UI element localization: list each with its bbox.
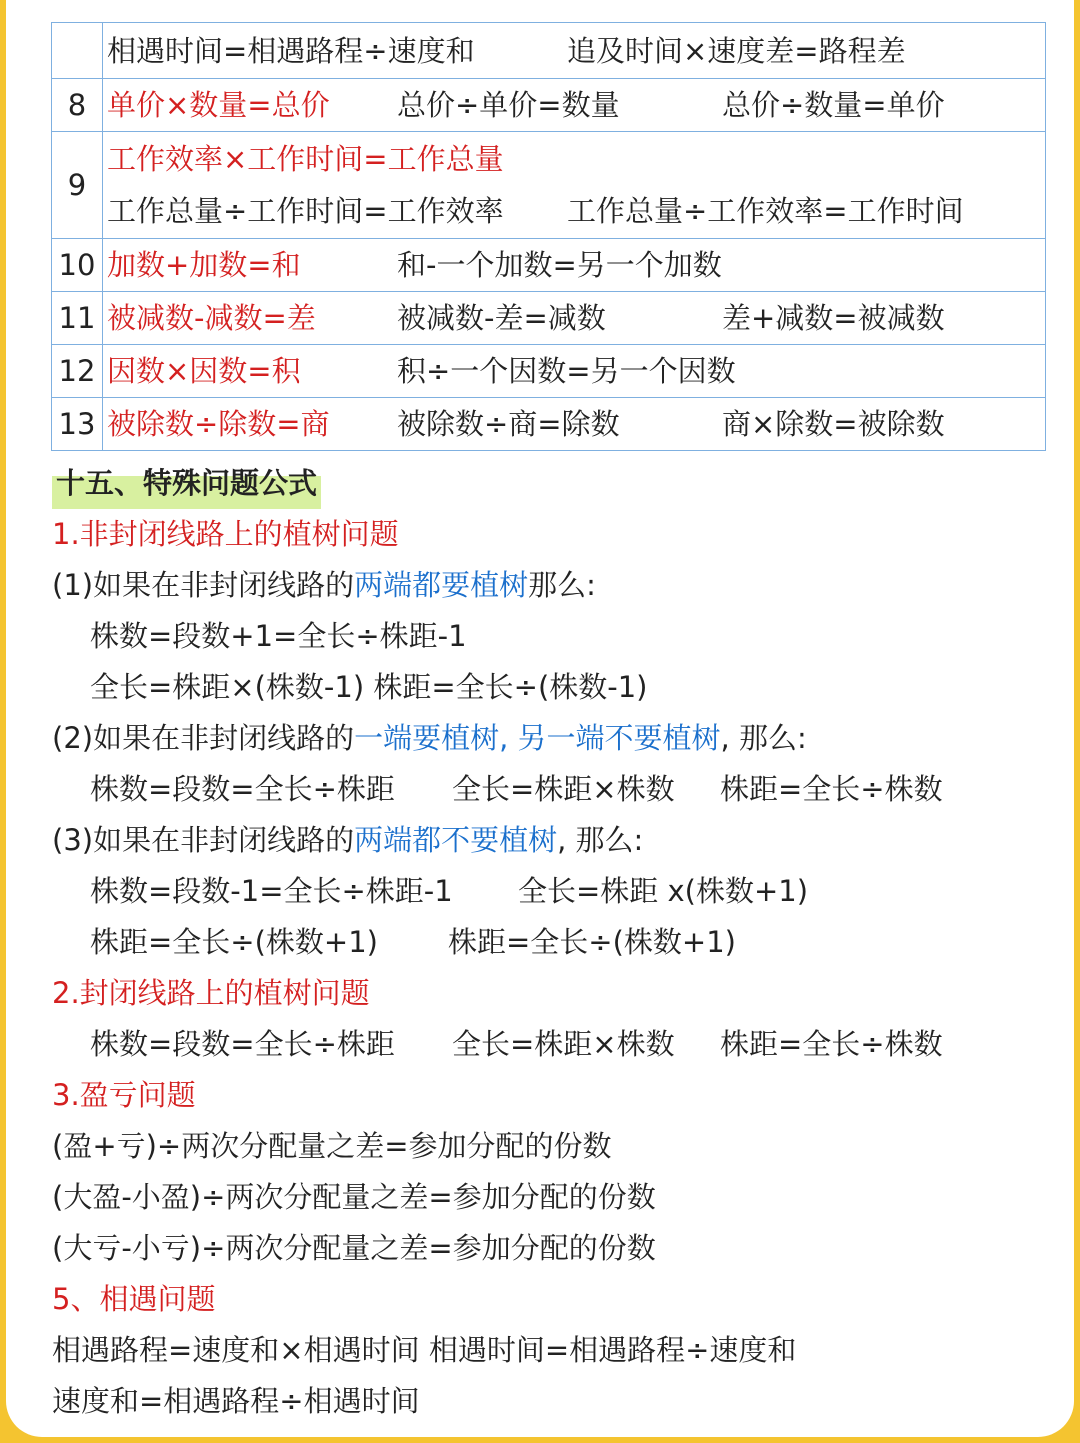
case-suffix: , 那么: xyxy=(720,721,807,755)
subsection-title: 2.封闭线路上的植树问题 xyxy=(52,976,370,1010)
row-number: 13 xyxy=(52,398,103,451)
formula-text: 和-一个加数=另一个加数 xyxy=(397,248,722,282)
formula-text: 株数=段数=全长÷株距 xyxy=(90,1027,395,1061)
formula-line: 相遇路程=速度和×相遇时间 相遇时间=相遇路程÷速度和 xyxy=(52,1333,797,1367)
document-page xyxy=(6,0,1074,1437)
formula-table xyxy=(51,22,1046,451)
primary-formula: 加数+加数=和 xyxy=(107,248,301,282)
formula-text: 株数=段数-1=全长÷株距-1 xyxy=(90,874,453,908)
formula-text: 积÷一个因数=另一个因数 xyxy=(397,354,736,388)
formula-text: 全长=株距 x(株数+1) xyxy=(518,874,809,908)
row-number: 9 xyxy=(52,132,103,239)
formula-line xyxy=(52,866,1052,917)
table-row xyxy=(52,398,1046,451)
row-content xyxy=(103,132,1046,239)
case-prefix: (3)如果在非封闭线路的 xyxy=(52,823,355,857)
formula-line: 株数=段数+1=全长÷株距-1 xyxy=(90,619,467,653)
table-row xyxy=(52,292,1046,345)
formula-line: (大盈-小盈)÷两次分配量之差=参加分配的份数 xyxy=(52,1180,656,1214)
formula-text: 差+减数=被减数 xyxy=(722,301,945,335)
formula-text: 全长=株距×株数 xyxy=(452,1027,675,1061)
case-line xyxy=(52,713,1052,764)
primary-formula: 因数×因数=积 xyxy=(107,354,301,388)
special-formulas-section xyxy=(52,458,1052,1427)
case-suffix: , 那么: xyxy=(557,823,644,857)
case-line xyxy=(52,560,1052,611)
formula-text: 总价÷数量=单价 xyxy=(722,88,945,122)
table-row xyxy=(52,79,1046,132)
formula-text: 总价÷单价=数量 xyxy=(397,88,620,122)
table-row xyxy=(52,345,1046,398)
row-content xyxy=(103,292,1046,345)
row-number: 8 xyxy=(52,79,103,132)
row-number: 10 xyxy=(52,239,103,292)
formula-line: (大亏-小亏)÷两次分配量之差=参加分配的份数 xyxy=(52,1231,656,1265)
subsection-title: 3.盈亏问题 xyxy=(52,1078,196,1112)
case-suffix: 那么: xyxy=(528,568,596,602)
formula-text: 相遇时间=相遇路程÷速度和 xyxy=(107,33,475,68)
primary-formula: 单价×数量=总价 xyxy=(107,88,330,122)
table-row xyxy=(52,132,1046,239)
formula-text: 株距=全长÷株数 xyxy=(720,772,943,806)
formula-text: 株数=段数=全长÷株距 xyxy=(90,772,395,806)
case-highlight: 一端要植树, 另一端不要植树 xyxy=(354,721,721,755)
row-content xyxy=(103,239,1046,292)
formula-text: 全长=株距×株数 xyxy=(452,772,675,806)
row-content xyxy=(103,79,1046,132)
primary-formula: 被减数-减数=差 xyxy=(107,301,316,335)
table-row xyxy=(52,239,1046,292)
primary-formula: 工作效率×工作时间=工作总量 xyxy=(107,142,504,176)
formula-text: 株距=全长÷(株数+1) xyxy=(448,925,736,959)
case-line xyxy=(52,815,1052,866)
formula-text: 追及时间×速度差=路程差 xyxy=(567,33,906,68)
row-number: 12 xyxy=(52,345,103,398)
case-highlight: 两端都要植树 xyxy=(354,568,529,602)
formula-text: 株距=全长÷(株数+1) xyxy=(90,925,378,959)
formula-line: 速度和=相遇路程÷相遇时间 xyxy=(52,1384,420,1418)
row-number xyxy=(52,23,103,79)
formula-line: 全长=株距×(株数-1) 株距=全长÷(株数-1) xyxy=(90,670,648,704)
subsection-title: 5、相遇问题 xyxy=(52,1282,216,1316)
row-number: 11 xyxy=(52,292,103,345)
formula-text: 工作总量÷工作效率=工作时间 xyxy=(567,194,964,228)
formula-text: 株距=全长÷株数 xyxy=(720,1027,943,1061)
formula-line xyxy=(52,917,1052,968)
row-content xyxy=(103,23,1046,79)
row-content xyxy=(103,398,1046,451)
formula-line xyxy=(52,764,1052,815)
case-highlight: 两端都不要植树 xyxy=(354,823,558,857)
row-content xyxy=(103,345,1046,398)
case-prefix: (2)如果在非封闭线路的 xyxy=(52,721,355,755)
formula-text: 商×除数=被除数 xyxy=(722,407,945,441)
formula-text: 工作总量÷工作时间=工作效率 xyxy=(107,194,504,228)
formula-line xyxy=(52,1019,1052,1070)
section-title: 十五、特殊问题公式 xyxy=(52,458,321,509)
case-prefix: (1)如果在非封闭线路的 xyxy=(52,568,355,602)
table-row xyxy=(52,23,1046,79)
subsection-title: 1.非封闭线路上的植树问题 xyxy=(52,517,399,551)
formula-text: 被除数÷商=除数 xyxy=(397,407,620,441)
formula-line: (盈+亏)÷两次分配量之差=参加分配的份数 xyxy=(52,1129,612,1163)
primary-formula: 被除数÷除数=商 xyxy=(107,407,330,441)
formula-text: 被减数-差=减数 xyxy=(397,301,606,335)
